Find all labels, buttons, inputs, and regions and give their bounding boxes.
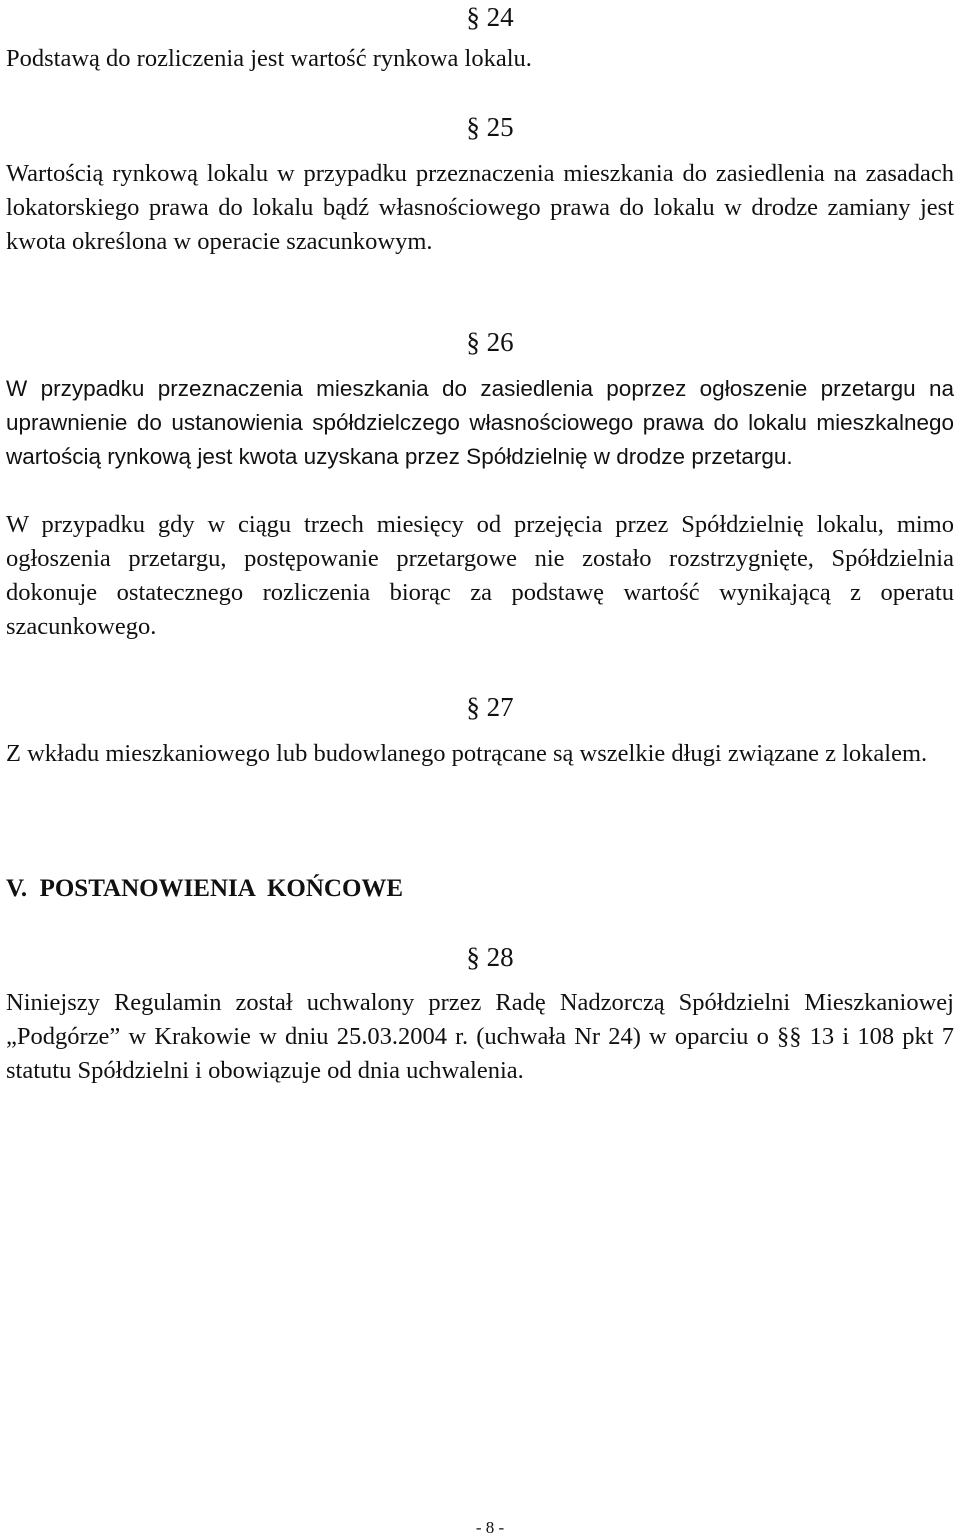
paragraph-24-text: Podstawą do rozliczenia jest wartość rynkowa lokalu. [6, 45, 532, 72]
paragraph-27-text: Z wkładu mieszkaniowego lub budowlanego potrącane są wszelkie długi związane z lokalem. [6, 740, 928, 767]
paragraph-heading-24: § 24 [466, 2, 514, 32]
paragraph-heading-28: § 28 [466, 942, 514, 972]
paragraph-26-text-1: W przypadku przeznaczenia mieszkania do zasiedlenia poprzez ogłoszenie przetargu na uprawnienie do ustanowienia spółdzielczego własnościowego prawa do lokalu mieszkalnego wartością rynkową jest kwota uzyskana przez Spółdzielnię w drodze przetargu. [6, 376, 954, 469]
paragraph-heading-25: § 25 [466, 112, 514, 142]
page-number: - 8 - [475, 1518, 505, 1537]
paragraph-heading-27: § 27 [466, 692, 514, 722]
paragraph-28-text: Niniejszy Regulamin został uchwalony przez Radę Nadzorczą Spółdzielni Mieszkaniowej „Podgórze” w Krakowie w dniu 25.03.2004 r. (uchwała Nr 24) w oparciu o §§ 13 i 108 pkt 7 statutu Spółdzielni i obowiązuje od dnia uchwalenia. [6, 989, 954, 1084]
paragraph-25-text: Wartością rynkową lokalu w przypadku przeznaczenia mieszkania do zasiedlenia na zasadach lokatorskiego prawa do lokalu bądź własnościowego prawa do lokalu w drodze zamiany jest kwota określona w operacie szacunkowym. [6, 160, 954, 255]
paragraph-26-text-2: W przypadku gdy w ciągu trzech miesięcy od przejęcia przez Spółdzielnię lokalu, mimo ogłoszenia przetargu, postępowanie przetargowe nie zostało rozstrzygnięte, Spółdzielnia dokonuje ostatecznego rozliczenia biorąc za podstawę wartość wynikającą z operatu szacunkowego. [6, 511, 954, 640]
paragraph-heading-26: § 26 [466, 327, 514, 357]
section-title: V. POSTANOWIENIA KOŃCOWE [6, 875, 404, 902]
